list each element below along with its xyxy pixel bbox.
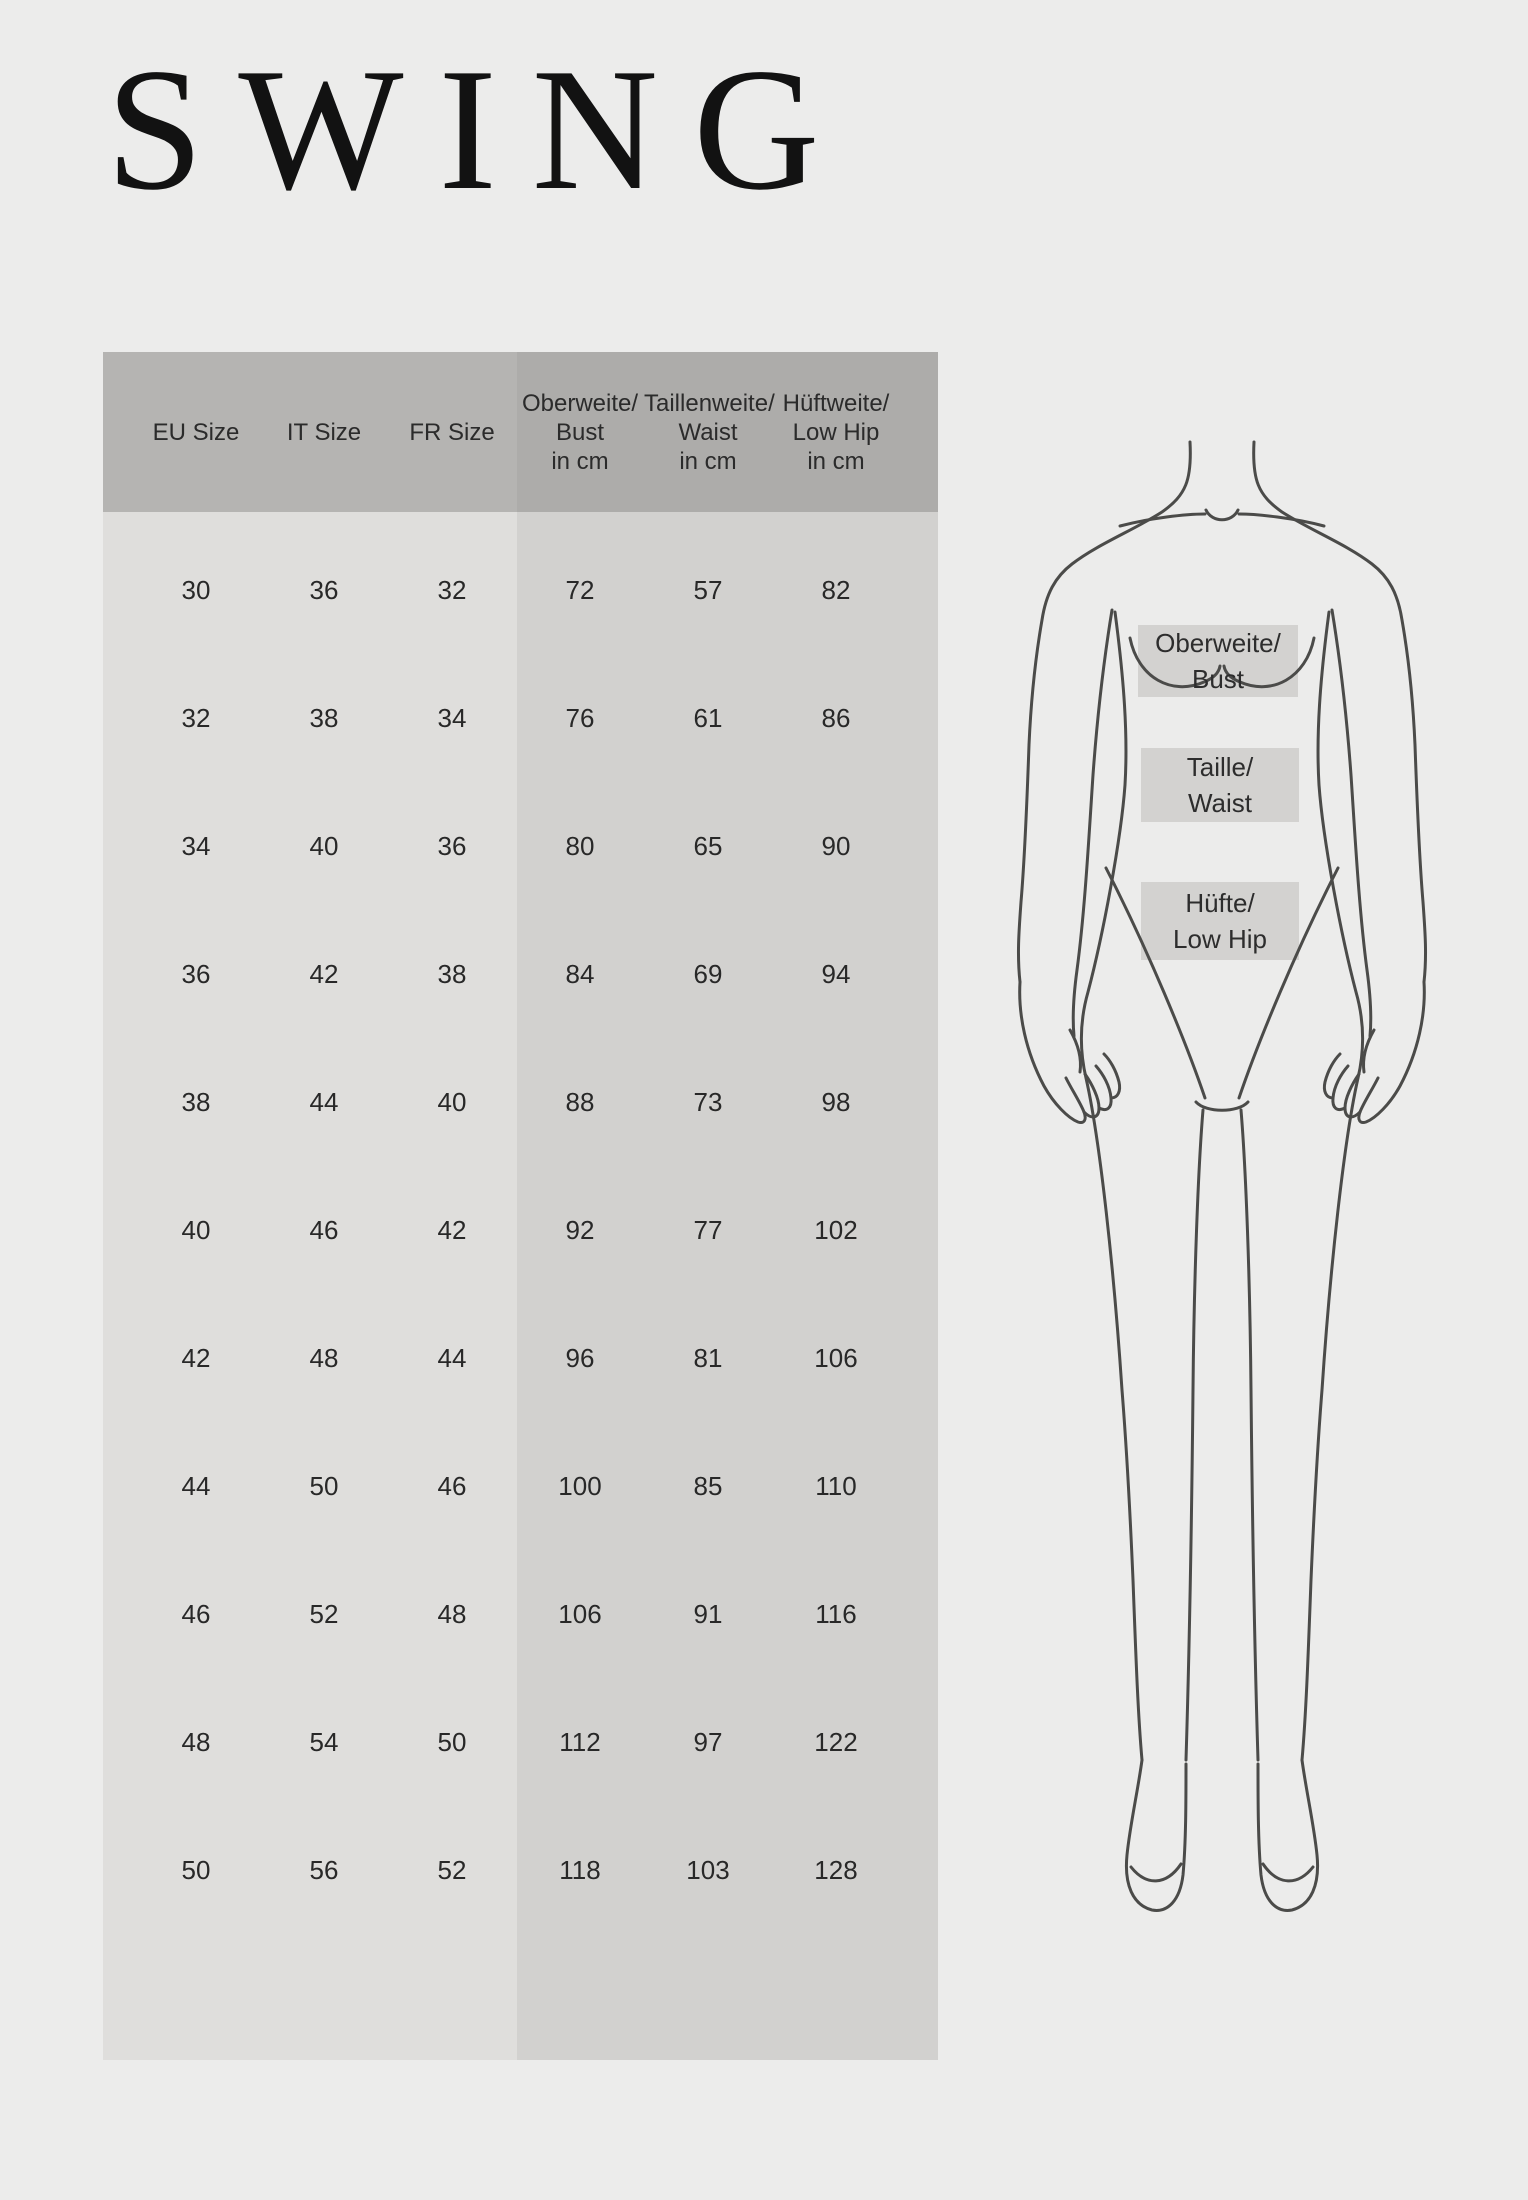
size-cell: 61 — [693, 702, 723, 733]
size-cell: 46 — [437, 1470, 467, 1501]
header-line: Bust — [555, 418, 605, 446]
size-cell: 72 — [565, 574, 595, 605]
size-cell: 82 — [821, 574, 851, 605]
bust-label-line: Bust — [1191, 664, 1245, 694]
size-cell: 38 — [437, 958, 467, 989]
hip-label — [1141, 882, 1299, 960]
size-cell: 112 — [559, 1726, 601, 1757]
size-cell: 96 — [565, 1342, 595, 1373]
size-cell: 69 — [693, 958, 723, 989]
size-cell: 122 — [814, 1726, 858, 1757]
size-cell: 48 — [181, 1726, 211, 1757]
size-cell: 44 — [309, 1086, 339, 1117]
size-cell: 52 — [309, 1598, 339, 1629]
size-cell: 50 — [181, 1854, 211, 1885]
size-cell: 42 — [309, 958, 339, 989]
size-cell: 40 — [181, 1214, 211, 1245]
size-cell: 56 — [309, 1854, 339, 1885]
size-cell: 36 — [181, 958, 211, 989]
bust-label — [1138, 625, 1298, 697]
size-cell: 48 — [437, 1598, 467, 1629]
size-cell: 48 — [309, 1342, 339, 1373]
header-line: Waist — [678, 418, 738, 446]
size-cell: 84 — [565, 958, 595, 989]
size-cell: 100 — [558, 1470, 602, 1501]
size-cell: 54 — [309, 1726, 339, 1757]
size-cell: 57 — [693, 574, 723, 605]
size-cell: 80 — [565, 830, 595, 861]
column-header-eu-size: EU Size — [152, 418, 240, 446]
waist-label-line: Taille/ — [1186, 752, 1254, 782]
hip-label-line: Hüfte/ — [1185, 888, 1255, 918]
size-cell: 32 — [181, 702, 211, 733]
size-cell: 52 — [437, 1854, 467, 1885]
size-cell: 38 — [309, 702, 339, 733]
size-cell: 86 — [821, 702, 851, 733]
size-cell: 32 — [437, 574, 467, 605]
size-cell: 50 — [309, 1470, 339, 1501]
column-header-low-hip — [772, 389, 900, 476]
size-cell: 94 — [821, 958, 851, 989]
bust-label-line: Oberweite/ — [1155, 628, 1281, 658]
size-cell: 88 — [565, 1086, 595, 1117]
size-cell: 91 — [693, 1598, 723, 1629]
size-cell: 90 — [821, 830, 851, 861]
size-cell: 44 — [181, 1470, 211, 1501]
size-cell: 85 — [693, 1470, 723, 1501]
size-cell: 97 — [693, 1726, 723, 1757]
size-cell: 106 — [558, 1598, 602, 1629]
size-cell: 73 — [693, 1086, 723, 1117]
size-cell: 65 — [693, 830, 723, 861]
header-line: Oberweite/ — [521, 389, 639, 417]
size-cell: 110 — [815, 1470, 857, 1501]
size-cell: 98 — [821, 1086, 851, 1117]
size-cell: 118 — [559, 1854, 601, 1885]
size-cell: 44 — [437, 1342, 467, 1373]
waist-label — [1141, 748, 1299, 822]
header-line: Taillenweite/ — [644, 389, 775, 417]
brand-logo: SWING — [106, 32, 855, 226]
header-line: in cm — [807, 447, 865, 475]
size-cell: 106 — [814, 1342, 858, 1373]
size-cell: 77 — [693, 1214, 723, 1245]
size-cell: 38 — [181, 1086, 211, 1117]
table-body — [132, 526, 900, 1934]
column-header-fr-size: FR Size — [409, 418, 495, 446]
size-cell: 103 — [686, 1854, 730, 1885]
size-cell: 50 — [437, 1726, 467, 1757]
size-cell: 128 — [814, 1854, 858, 1885]
column-header-waist — [644, 389, 775, 476]
size-cell: 30 — [181, 574, 211, 605]
size-cell: 102 — [814, 1214, 858, 1245]
size-cell: 92 — [565, 1214, 595, 1245]
column-header-it-size: IT Size — [286, 418, 362, 446]
size-cell: 40 — [437, 1086, 467, 1117]
column-header-bust — [516, 389, 644, 476]
header-line: Hüftweite/ — [782, 389, 890, 417]
size-cell: 42 — [437, 1214, 467, 1245]
size-cell: 40 — [309, 830, 339, 861]
waist-label-line: Waist — [1187, 788, 1253, 818]
size-cell: 46 — [181, 1598, 211, 1629]
size-cell: 36 — [309, 574, 339, 605]
header-line: in cm — [551, 447, 609, 475]
header-line: in cm — [679, 447, 737, 475]
size-cell: 42 — [181, 1342, 211, 1373]
size-cell: 76 — [565, 702, 595, 733]
size-table — [103, 352, 938, 2060]
table-header-row — [132, 352, 900, 512]
size-cell: 81 — [693, 1342, 723, 1373]
hip-label-line: Low Hip — [1173, 924, 1267, 954]
size-cell: 36 — [437, 830, 467, 861]
header-line: Low Hip — [792, 418, 880, 446]
size-cell: 34 — [437, 702, 467, 733]
size-cell: 46 — [309, 1214, 339, 1245]
size-cell: 116 — [815, 1598, 857, 1629]
size-cell: 34 — [181, 830, 211, 861]
